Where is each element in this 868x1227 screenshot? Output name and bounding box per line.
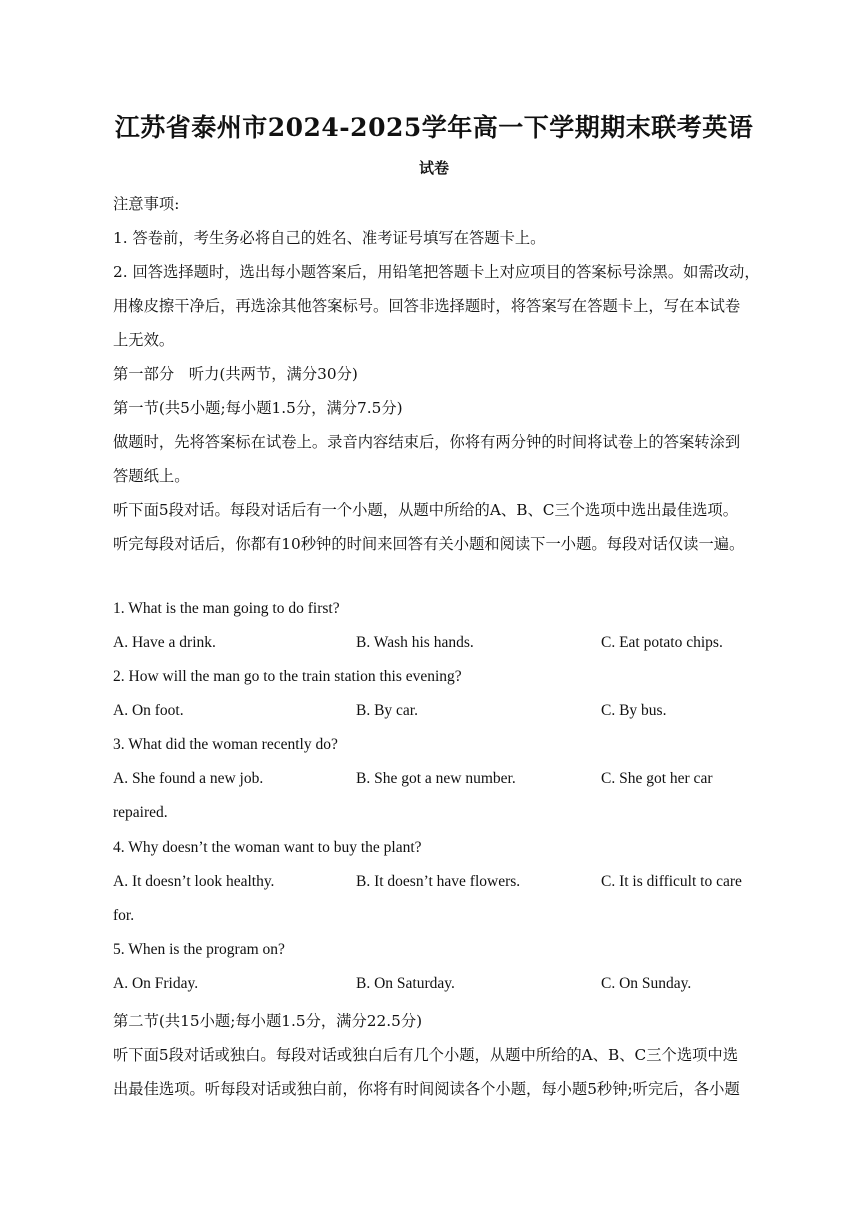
question-4: 4. Why doesn’t the woman want to buy the plant?: [113, 839, 422, 856]
section-one-directions-line-1: 听下面5段对话。每段对话后有一个小题，从题中所给的A、B、C三个选项中选出最佳选项。: [113, 501, 739, 519]
question-5-option-b: B. On Saturday.: [356, 975, 455, 992]
question-4-option-b: B. It doesn’t have flowers.: [356, 873, 521, 890]
question-3-option-c-continued: repaired.: [113, 804, 168, 821]
question-5-option-a: A. On Friday.: [113, 975, 199, 992]
question-2-option-c: C. By bus.: [601, 702, 667, 719]
question-5: 5. When is the program on?: [113, 941, 285, 958]
exam-subtitle: 试卷: [418, 159, 449, 177]
section-one-directions-line-2: 听完每段对话后，你都有10秒钟的时间来回答有关小题和阅读下一小题。每段对话仅读一遍。: [113, 535, 745, 553]
question-3-option-b: B. She got a new number.: [356, 770, 516, 787]
question-4-option-c-continued: for.: [113, 907, 135, 924]
part-one-heading: 第一部分 听力(共两节，满分30分): [113, 365, 358, 383]
question-1: 1. What is the man going to do first?: [113, 600, 340, 617]
notice-item-1: 1. 答卷前，考生务必将自己的姓名、准考证号填写在答题卡上。: [113, 229, 546, 247]
section-two-directions-line-1: 听下面5段对话或独白。每段对话或独白后有几个小题，从题中所给的A、B、C三个选项中选: [113, 1046, 739, 1064]
notice-heading: 注意事项:: [113, 195, 180, 213]
section-two-heading: 第二节(共15小题;每小题1.5分，满分22.5分): [113, 1012, 423, 1030]
question-4-option-c: C. It is difficult to care: [601, 873, 742, 890]
question-1-option-c: C. Eat potato chips.: [601, 634, 723, 651]
question-4-option-a: A. It doesn’t look healthy.: [113, 873, 275, 890]
section-one-heading: 第一节(共5小题;每小题1.5分，满分7.5分): [113, 399, 403, 417]
exam-title: 江苏省泰州市2024-2025学年高一下学期期末联考英语: [114, 113, 754, 142]
notice-item-2-line-3: 上无效。: [113, 331, 175, 349]
question-3: 3. What did the woman recently do?: [113, 736, 338, 753]
question-3-option-a: A. She found a new job.: [113, 770, 264, 787]
question-2-option-b: B. By car.: [356, 702, 418, 719]
question-1-option-a: A. Have a drink.: [113, 634, 216, 651]
question-5-option-c: C. On Sunday.: [601, 975, 692, 992]
question-1-option-b: B. Wash his hands.: [356, 634, 474, 651]
section-one-intro-line-2: 答题纸上。: [113, 467, 190, 485]
section-two-directions-line-2: 出最佳选项。听每段对话或独白前，你将有时间阅读各个小题，每小题5秒钟;听完后，各小题: [113, 1080, 740, 1098]
question-2-option-a: A. On foot.: [113, 702, 184, 719]
notice-item-2-line-2: 用橡皮擦干净后，再选涂其他答案标号。回答非选择题时，将答案写在答题卡上，写在本试卷: [113, 297, 741, 315]
question-3-option-c: C. She got her car: [601, 770, 713, 787]
section-one-intro-line-1: 做题时，先将答案标在试卷上。录音内容结束后，你将有两分钟的时间将试卷上的答案转涂到: [113, 433, 741, 451]
notice-item-2-line-1: 2. 回答选择题时，选出每小题答案后，用铅笔把答题卡上对应项目的答案标号涂黑。如需改动，: [113, 263, 760, 281]
question-2: 2. How will the man go to the train station this evening?: [113, 668, 462, 685]
